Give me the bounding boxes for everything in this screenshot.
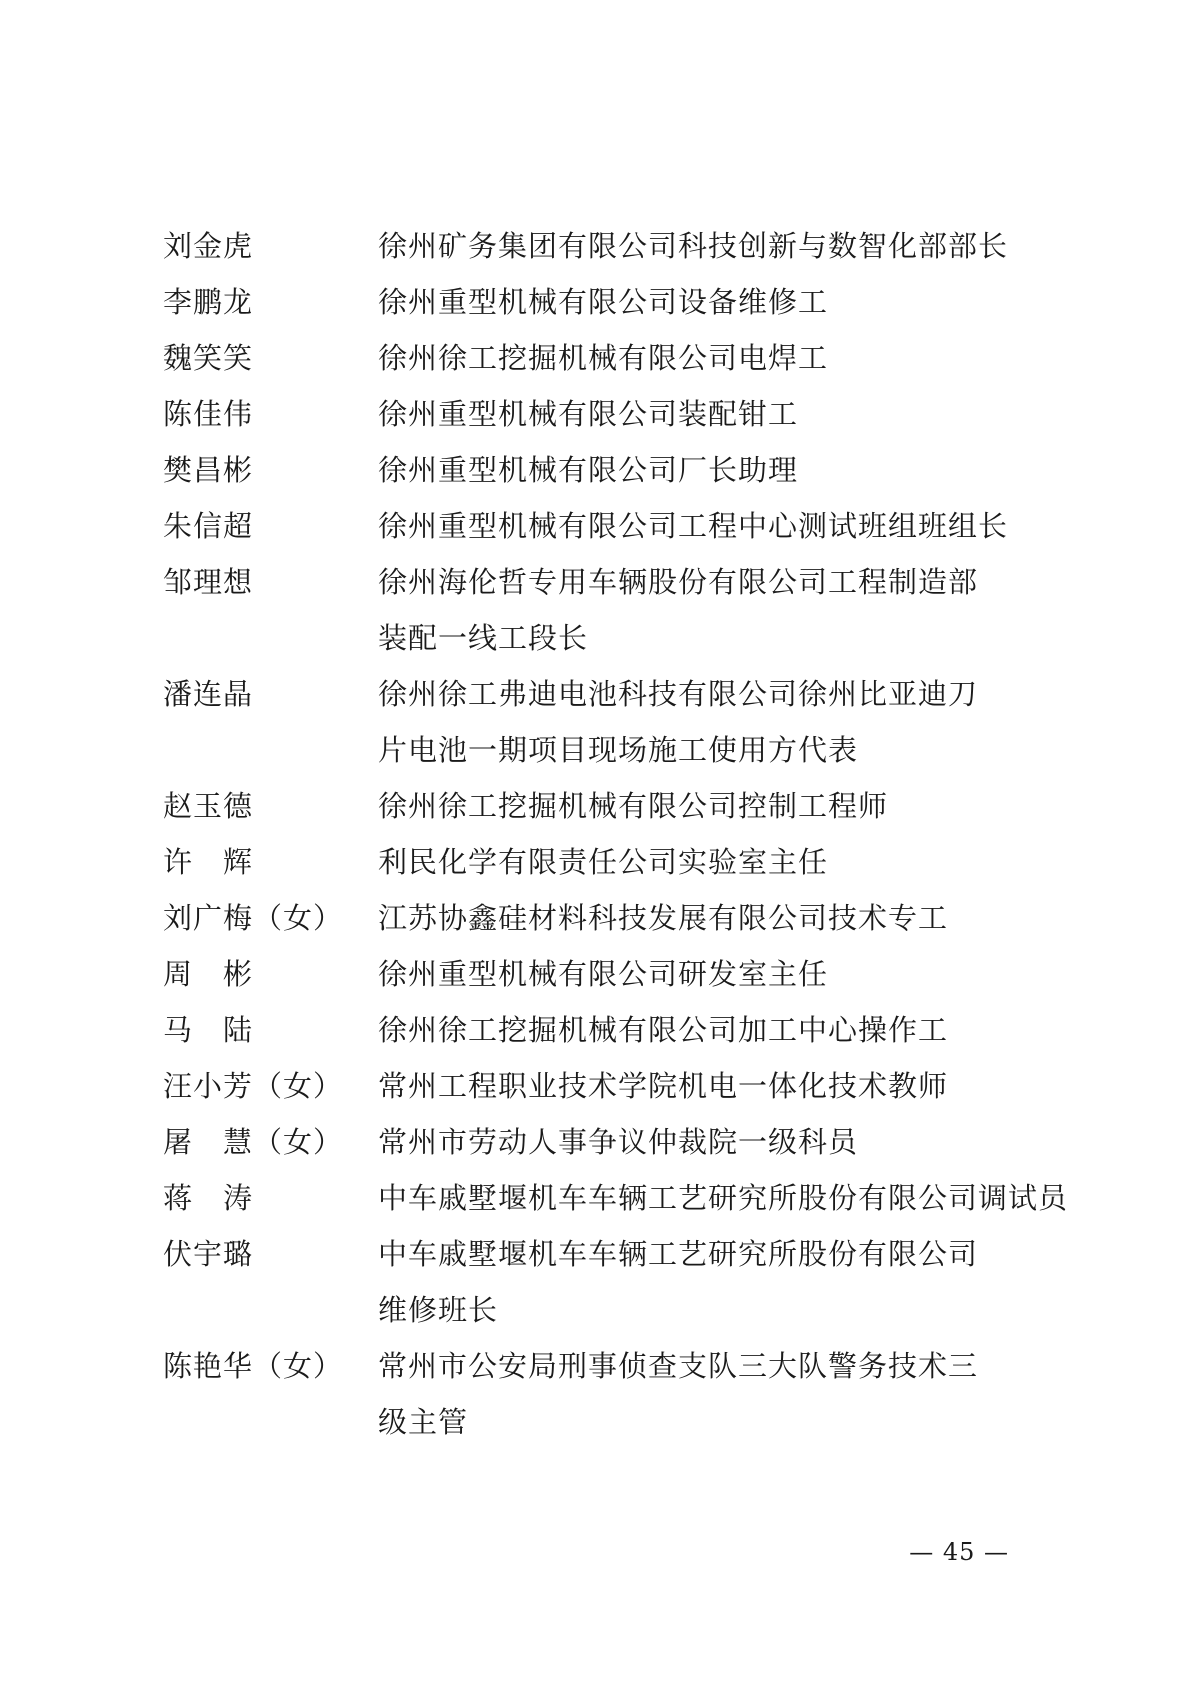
person-name: 朱信超: [163, 509, 254, 543]
position-line: 徐州海伦哲专用车辆股份有限公司工程制造部: [378, 565, 979, 599]
person-position: [378, 946, 1043, 1002]
position-line: 常州市劳动人事争议仲裁院一级科员: [378, 1125, 859, 1159]
list-item: [163, 330, 1043, 386]
list-item: [163, 386, 1043, 442]
person-position: [378, 666, 1043, 778]
person-name: 汪小芳（女）: [163, 1069, 344, 1103]
person-position: [378, 1058, 1043, 1114]
person-name: 魏笑笑: [163, 341, 254, 375]
position-line: 徐州重型机械有限公司厂长助理: [378, 453, 799, 487]
person-position: [378, 1338, 1043, 1450]
list-item: [163, 1002, 1043, 1058]
list-item: [163, 498, 1043, 554]
person-position: [378, 330, 1043, 386]
position-line: 徐州徐工弗迪电池科技有限公司徐州比亚迪刀: [378, 677, 979, 711]
person-name: 刘广梅（女）: [163, 901, 344, 935]
person-name: 刘金虎: [163, 229, 254, 263]
list-item: [163, 554, 1043, 666]
list-item: [163, 274, 1043, 330]
list-item: [163, 1114, 1043, 1170]
list-item: [163, 1058, 1043, 1114]
position-line: 维修班长: [378, 1293, 499, 1327]
person-name: 陈艳华（女）: [163, 1349, 344, 1383]
person-position: [378, 386, 1043, 442]
person-position: [378, 498, 1043, 554]
person-name: 马 陆: [163, 1013, 254, 1047]
person-name: 邹理想: [163, 565, 254, 599]
person-position: [378, 890, 1043, 946]
position-line: 徐州重型机械有限公司研发室主任: [378, 957, 829, 991]
list-item: [163, 1226, 1043, 1338]
list-item: [163, 666, 1043, 778]
person-position: [378, 1114, 1043, 1170]
position-line: 徐州重型机械有限公司装配钳工: [378, 397, 799, 431]
position-line: 片电池一期项目现场施工使用方代表: [378, 733, 859, 767]
person-position: [378, 1002, 1043, 1058]
person-name: 赵玉德: [163, 789, 254, 823]
position-line: 江苏协鑫硅材料科技发展有限公司技术专工: [378, 901, 949, 935]
list-item: [163, 218, 1043, 274]
person-name: 李鹏龙: [163, 285, 254, 319]
position-line: 徐州重型机械有限公司工程中心测试班组班组长: [378, 509, 1009, 543]
position-line: 级主管: [378, 1405, 469, 1439]
position-line: 常州工程职业技术学院机电一体化技术教师: [378, 1069, 949, 1103]
position-line: 徐州重型机械有限公司设备维修工: [378, 285, 829, 319]
position-line: 利民化学有限责任公司实验室主任: [378, 845, 829, 879]
person-name: 陈佳伟: [163, 397, 254, 431]
list-item: [163, 778, 1043, 834]
position-line: 徐州矿务集团有限公司科技创新与数智化部部长: [378, 229, 1009, 263]
list-item: [163, 442, 1043, 498]
position-line: 徐州徐工挖掘机械有限公司电焊工: [378, 341, 829, 375]
person-position: [378, 554, 1043, 666]
position-line: 徐州徐工挖掘机械有限公司控制工程师: [378, 789, 889, 823]
person-name: 潘连晶: [163, 677, 254, 711]
person-name: 屠 慧（女）: [163, 1125, 344, 1159]
position-line: 中车戚墅堰机车车辆工艺研究所股份有限公司调试员: [378, 1181, 1069, 1215]
list-item: [163, 834, 1043, 890]
personnel-list: [163, 218, 1069, 1450]
person-position: [378, 834, 1043, 890]
person-position: [378, 778, 1043, 834]
page-number: — 45 —: [909, 1538, 1009, 1566]
position-line: 徐州徐工挖掘机械有限公司加工中心操作工: [378, 1013, 949, 1047]
person-name: 伏宇璐: [163, 1237, 254, 1271]
person-position: [378, 218, 1043, 274]
person-name: 许 辉: [163, 845, 254, 879]
position-line: 中车戚墅堰机车车辆工艺研究所股份有限公司: [378, 1237, 979, 1271]
list-item: [163, 1338, 1043, 1450]
person-name: 蒋 涛: [163, 1181, 254, 1215]
person-position: [378, 274, 1043, 330]
person-position: [378, 442, 1043, 498]
person-position: [378, 1170, 1069, 1226]
list-item: [163, 1170, 1069, 1226]
list-item: [163, 890, 1043, 946]
person-name: 樊昌彬: [163, 453, 254, 487]
list-item: [163, 946, 1043, 1002]
position-line: 装配一线工段长: [378, 621, 589, 655]
person-position: [378, 1226, 1043, 1338]
position-line: 常州市公安局刑事侦查支队三大队警务技术三: [378, 1349, 979, 1383]
person-name: 周 彬: [163, 957, 254, 991]
